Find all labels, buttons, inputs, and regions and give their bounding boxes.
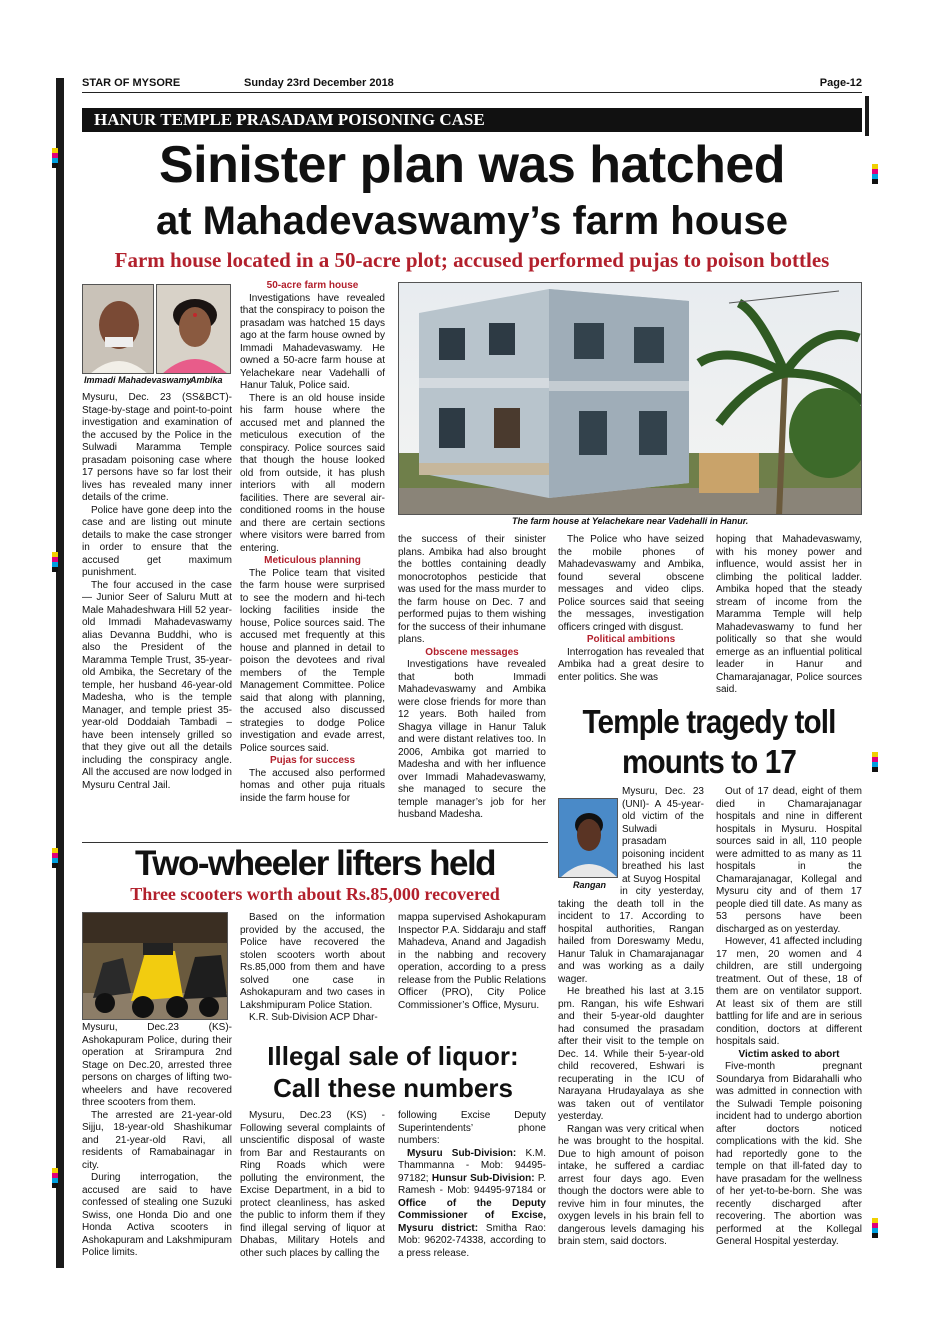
- subheading: Meticulous planning: [264, 555, 361, 566]
- main-headline-line1: Sinister plan was hatched: [158, 136, 786, 194]
- paragraph: Based on the information provided by the accused, the Police have recovered the stolen scooters worth about Rs.85,000 from them and have solved one case in Ashokapuram and two cases in Lakshmipuram Police Station.: [240, 912, 385, 1011]
- page-number: Page-12: [819, 77, 862, 89]
- color-registration-mark: [872, 1218, 878, 1238]
- paragraph: The arrested are 21-year-old Sijju, 18-year-old Shashikumar and 21-year-old Ravi, all residents of Ramabainagar in city.: [82, 1109, 232, 1171]
- liquor-headline-line2: Call these numbers: [273, 1073, 513, 1103]
- portrait-caption-2: Ambika: [190, 375, 223, 385]
- main-story-column-2: [240, 280, 385, 805]
- scooters-photo: [82, 912, 228, 1020]
- wheeler-story-column-3: [398, 912, 546, 1012]
- toll-story-column-2: [716, 786, 862, 1249]
- paper-name: STAR OF MYSORE: [82, 77, 181, 89]
- paragraph: Mysuru, Dec. 23 (UNI)- A 45-year-old victim of the Sulwadi prasadam poisoning incident breathed his last at Suyog Hospital: [622, 786, 704, 885]
- toll-story-column-1: [558, 886, 704, 1249]
- paragraph: The accused also performed homas and other puja rituals inside the farm house for: [240, 767, 385, 804]
- paragraph: [398, 1148, 546, 1261]
- subheading: Victim asked to abort: [738, 1048, 840, 1060]
- color-registration-mark: [872, 164, 878, 184]
- main-story-column-4: [558, 534, 704, 684]
- paragraph: The Police team that visited the farm house were surprised to see the modern and hi-tech locking facilities inside the house, Police sources said. The accused met frequently at this house and planned in detail to poison the devotees and rival members of the Temple Management Committee. Police said that along with planning, the accused also discussed strategies to dodge Police investigation and evade arrest, Police sources said.: [240, 567, 385, 754]
- portrait-caption-1: Immadi Mahadevaswamy: [84, 375, 192, 385]
- paragraph: However, 41 affected including 17 men, 20 women and 4 children, are still undergoing treatment. Out of these, 18 of them are on ventilator support. At least six of them are still battling for life and are in serious condition, doctors at different hospitals said.: [716, 936, 862, 1047]
- left-edge-bar: [56, 78, 64, 1268]
- wheeler-story-column-1: [82, 1022, 232, 1260]
- main-story-column-3: [398, 534, 546, 822]
- paragraph: the success of their sinister plans. Ambika had also brought the bottles containing deadly monocrotophos pesticide that was used for the mass murder to the farm house on Dec. 7 and performed pujas to them wishing for the success of their inhumane plans.: [398, 534, 546, 645]
- wheeler-deck: Three scooters worth about Rs.85,000 recovered: [130, 884, 500, 904]
- portrait-photo-mahadevaswamy: [82, 284, 154, 374]
- paragraph: Investigations have revealed that the conspiracy to poison the prasadam was hatched 15 days ago at the farm house owned by Immadi Mahadevaswamy. He owned a 50-acre farm house at Yelachekare near Vadehalli of Hanur Taluk, Police said.: [240, 292, 385, 391]
- text: Smitha Rao: Mob: 96202-74338, according to a press release.: [398, 1222, 547, 1259]
- farmhouse-photo: [398, 282, 862, 515]
- text: P. Ramesh - Mob: 94495-97184 or: [398, 1172, 546, 1196]
- main-story-column-5: [716, 534, 862, 697]
- paragraph: The four accused in the case — Junior Seer of Saluru Mutt at Male Mahadeshwara Hill 52 year-old Immadi Mahadevaswamy alias Devanna Buddhi, who is also the President of the Maramma Temple Trust, 35-year-old Ambika, the Secretary of the temple, her husband 46-year-old Madesha, who is the temple Manager, and temple priest 35-year-old Doddaiah Tambadi – have been intensely grilled so that they give out all the details including the conspiracy angle. All the accused are now lodged in Mysuru Central Jail.: [82, 579, 232, 791]
- subheading: Obscene messages: [425, 646, 519, 658]
- color-registration-mark: [872, 752, 878, 772]
- wheeler-story-column-2: [240, 912, 385, 1025]
- subheading: 50-acre farm house: [266, 280, 359, 291]
- paragraph: K.R. Sub-Division ACP Dhar-: [249, 1012, 378, 1023]
- victim-photo-rangan: [558, 798, 618, 878]
- story-kicker: HANUR TEMPLE PRASADAM POISONING CASE: [82, 108, 862, 132]
- masthead: [82, 77, 862, 93]
- text: following Excise Deputy Superintendents’ phone numbers:: [398, 1110, 546, 1146]
- toll-headline-line1: Temple tragedy toll: [582, 703, 836, 740]
- victim-caption: Rangan: [573, 880, 607, 890]
- color-registration-mark: [52, 1168, 58, 1188]
- paragraph: Investigations have revealed that both Immadi Mahadevaswamy and Ambika were close friends for more than 12 years. Both hailed from Shagya village in Hanur Taluk and were distant relatives too. In 2006, Ambika got married to Madesha and with her influence over Immadi Mahadevaswamy, she managed to secure the temple manager’s job for her husband Madesha.: [398, 659, 546, 820]
- paragraph: Mysuru, Dec.23 (KS) - Following several complaints of unscientific disposal of waste from Bar and Restaurants on Ring Roads which were polluting the environment, the Excise Department, in a bid to protect cleanliness, has asked the public to inform them if they find illegal serving of liquor at Dhabas, Military Hotels and other such places by calling the: [240, 1110, 385, 1259]
- color-registration-mark: [52, 148, 58, 168]
- portrait-photo-ambika: [156, 284, 231, 374]
- farmhouse-caption: The farm house at Yelachekare near Vadehalli in Hanur.: [512, 516, 749, 526]
- section-divider: [82, 842, 548, 843]
- toll-story-column-1-top: [622, 786, 704, 886]
- paragraph: mappa supervised Ashokapuram Inspector P.A. Siddaraju and staff Mahadeva, Anand and Jagadish in the nabbing and recovery operation, according to a press release from the Public Relations Officer (PRO), City Police Commissioner’s Office, Mysuru.: [398, 912, 546, 1011]
- wheeler-headline: Two-wheeler lifters held: [134, 844, 496, 883]
- bold-label: Mysuru Sub-Division:: [407, 1147, 517, 1159]
- paragraph: Mysuru, Dec.23 (KS)- Ashokapuram Police, during their operation at Srirampura 2nd Stage on Dec.20, arrested three persons on charges of lifting two-wheelers and have recovered three scooters from them.: [82, 1022, 232, 1108]
- toll-headline-line2: mounts to 17: [621, 743, 797, 780]
- paragraph: The Police who have seized the mobile phones of Mahadevaswamy and Ambika, found several obscene messages and video clips. Police sources said that seeing the messages, investigation officers cringed with disgust.: [558, 534, 704, 633]
- paragraph: Police have gone deep into the case and are listing out minute details to make the case stronger in order to ensure that the accused get maximum punishment.: [82, 504, 232, 578]
- paragraph: There is an old house inside his farm house where the accused met and planned the meticulous execution of the conspiracy. Police sources said that though the house looked old from outside, it has plush interiors with all modern facilities. There are several air-conditioned rooms in the house and there are certain sections where visitors were barred from entering.: [240, 392, 385, 554]
- subheading: Pujas for success: [269, 755, 356, 766]
- right-edge-bar: [865, 96, 869, 136]
- bold-label: Office of the Deputy Commissioner of Excise, Mysuru district:: [398, 1197, 546, 1234]
- color-registration-mark: [52, 552, 58, 572]
- liquor-headline-line1: Illegal sale of liquor:: [267, 1041, 519, 1071]
- paragraph: Interrogation has revealed that Ambika had a great desire to enter politics. She was: [558, 646, 704, 683]
- paragraph: Five-month pregnant Soundarya from Bidarahalli who was admitted in connection with the Sulwadi Temple poisoning incident had to undergo abortion after doctors noticed complications with the kid. She had reportedly gone to the temple on that ill-fated day to have prasadam for the wellness of her yet-to-be-born. She was recently discharged after recovering. The abortion was performed at the Kollegal General Hospital yesterday.: [716, 1061, 862, 1247]
- main-headline-line2: at Mahadevaswamy’s farm house: [155, 199, 789, 243]
- main-deck: Farm house located in a 50-acre plot; accused performed pujas to poison bottles: [114, 248, 830, 272]
- paragraph: in city yesterday, taking the death toll in the incident to 17. According to hospital authorities, Rangan hailed from Doreswamy Medu, Hanur Taluk in Chamarajanagar and was working as a daily wager.: [558, 886, 704, 985]
- paragraph: Rangan was very critical when he was brought to the hospital. Due to high amount of poison intake, he suffered a cardiac arrest four days ago. Even though the doctors were able to revive him in four minutes, the oxygen levels in his brain fell to dangerous levels damaging his brain stem, said doctors.: [558, 1123, 704, 1247]
- paragraph: Mysuru, Dec. 23 (SS&BCT)- Stage-by-stage and point-to-point investigation and examination of the accused by the Police in the Sulwadi Maramma Temple prasadam poisoning case where 17 persons have so far lost their lives has revealed many inner details of the crime.: [82, 392, 232, 503]
- paragraph: hoping that Mahadevaswamy, with his money power and influence, would assist her in climbing the political ladder. Ambika hoped that the steady stream of income from the Maramma Temple will help Mahadevaswamy to fund her politically so that she would emerge as an influential political leader in Hanur and Chamarajanagar, Police sources said.: [716, 534, 862, 695]
- paragraph: During interrogation, the accused are said to have confessed of stealing one Suzuki Swiss, one Honda Dio and one Honda Activa scooters in Ashokapuram and Lakshmipuram Police limits.: [82, 1172, 232, 1258]
- paragraph: He breathed his last at 3.15 pm. Rangan, his wife Eshwari and their 5-year-old daughter had consumed the prasadam after their visit to the temple on Dec. 14. While their 5-year-old child recovered, Eshwari is recuperating in the ICU of Narayana Hrudayalaya as she was taken out of ventilator yesterday.: [558, 986, 704, 1122]
- color-registration-mark: [52, 848, 58, 868]
- main-story-column-1: [82, 392, 232, 792]
- liquor-story-column-2: [398, 1110, 546, 1260]
- paragraph: [398, 1110, 546, 1148]
- bold-label: Hunsur Sub-Division:: [431, 1172, 535, 1184]
- liquor-story-column-1: [240, 1110, 385, 1260]
- subheading: Political ambitions: [586, 634, 676, 645]
- issue-date: Sunday 23rd December 2018: [244, 77, 394, 89]
- text: K.M. Thammanna - Mob: 94495-97182;: [398, 1147, 546, 1184]
- paragraph: Out of 17 dead, eight of them died in Chamarajanagar hospitals and nine in different hospitals in Mysuru. Hospital sources said in all, 110 people were admitted to as many as 11 hospitals in the Chamarajanagar, Kollegal and Mysuru city and of them 17 people died till date. As many as 53 persons have been discharged as on yesterday.: [716, 786, 862, 935]
